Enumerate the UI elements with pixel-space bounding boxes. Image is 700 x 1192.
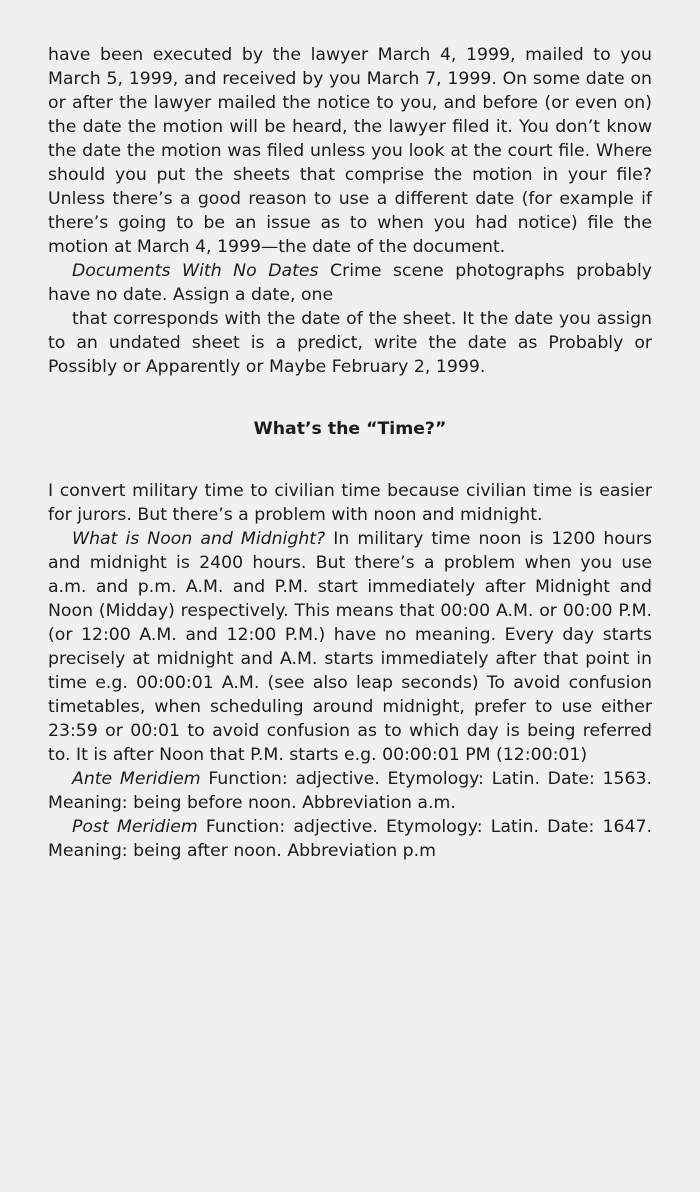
paragraph-motion-dates: have been executed by the lawyer March 4, 1999, mailed to you March 5, 1999, and received by you March 7, 1999. On some date on or after the lawyer mailed the notice to you, and before (or even on) the date the motion will be heard, the lawyer filed it. You don’t know the date the motion was filed unless you look at the court file. Where should you put the sheets that comprise the motion in your file? Unless there’s a good reason to use a different date (for example if there’s going to be an issue as to when you had notice) file the motion at March 4, 1999—the date of the document. — [48, 45, 652, 257]
run-in-heading: Ante Meridiem — [72, 769, 201, 789]
document-page — [48, 43, 652, 863]
paragraph-text: Function: adjective. Etymology: Latin. Date: 1563. Meaning: being before noon. Abbreviation a.m. — [48, 769, 652, 813]
paragraph-text: Crime scene photographs probably have no date. Assign a date, one — [48, 261, 652, 305]
run-in-heading: Post Meridiem — [72, 817, 198, 837]
paragraph-post-meridiem — [48, 815, 652, 863]
run-in-heading: Documents With No Dates — [72, 261, 319, 281]
paragraph-text: In military time noon is 1200 hours and midnight is 2400 hours. But there’s a problem when you use a.m. and p.m. A.M. and P.M. start immediately after Midnight and Noon (Midday) respectively. This means that 00:00 A.M. or 00:00 P.M. (or 12:00 A.M. and 12:00 P.M.) have no meaning. Every day starts precisely at midnight and A.M. starts immediately after that point in time e.g. 00:00:01 A.M. (see also leap seconds) To avoid confusion timetables, when scheduling around midnight, prefer to use either 23:59 or 00:01 to avoid confusion as to which day is being referred to. It is after Noon that P.M. starts e.g. 00:00:01 PM (12:00:01) — [48, 529, 652, 765]
paragraph-ante-meridiem — [48, 767, 652, 815]
section-heading: What’s the “Time?” — [253, 419, 447, 439]
paragraph-documents-no-dates — [48, 259, 652, 307]
paragraph-undated-sheet: that corresponds with the date of the sheet. It the date you assign to an undated sheet is a predict, write the date as Probably or Possibly or Apparently or Maybe February 2, 1999. — [48, 309, 652, 377]
run-in-heading: What is Noon and Midnight? — [72, 529, 326, 549]
paragraph-noon-midnight — [48, 527, 652, 767]
paragraph-military-time: I convert military time to civilian time because civilian time is easier for jurors. But there’s a problem with noon and midnight. — [48, 481, 652, 525]
paragraph-text: Function: adjective. Etymology: Latin. Date: 1647. Meaning: being after noon. Abbreviation p.m — [48, 817, 652, 861]
